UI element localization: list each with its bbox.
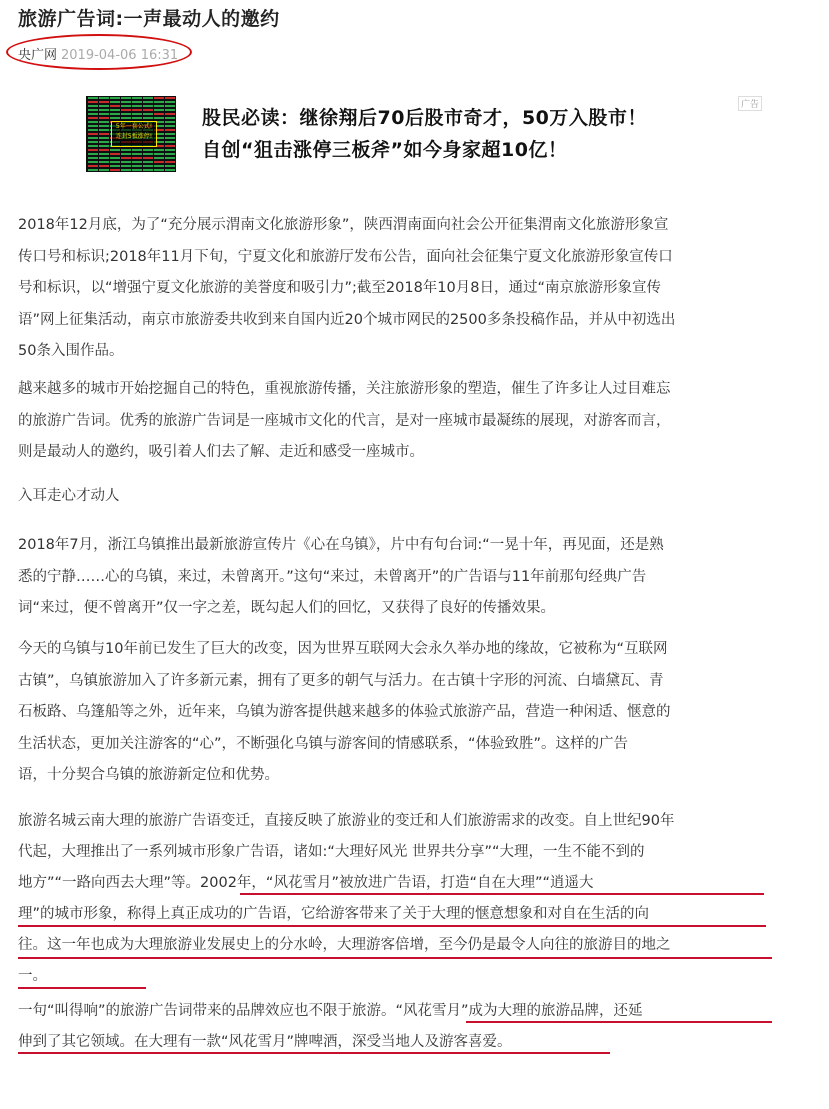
red-underline-annotation	[18, 925, 766, 927]
ad-image-stripe	[88, 133, 98, 135]
ad-image-stripe	[165, 109, 175, 111]
subheading-text: 入耳走心才动人	[18, 488, 120, 504]
ad-image-stripe	[165, 153, 175, 155]
paragraph-line: 2018年7月，浙江乌镇推出最新旅游宣传片《心在乌镇》，片中有句台词:“一晃十年，再见面，还是熟	[18, 537, 664, 553]
article-datetime: 2019-04-06 16:31	[61, 48, 179, 63]
ad-image-stripe	[99, 149, 109, 151]
paragraph-3	[18, 530, 664, 625]
ad-image-stripe	[143, 101, 153, 103]
ad-image-stripe	[165, 149, 175, 151]
ad-image-stripe	[110, 149, 120, 151]
ad-image-stripe	[154, 149, 164, 151]
paragraph-line: 旅游名城云南大理的旅游广告语变迁，直接反映了旅游业的变迁和人们旅游需求的改变。自上世纪90年	[18, 813, 675, 829]
ad-image-column	[88, 96, 98, 172]
ad-image-stripe	[99, 157, 109, 159]
paragraph-line: 号和标识，以“增强宁夏文化旅游的美誉度和吸引力”;截至2018年10月8日，通过“南京旅游形象宣传	[18, 280, 661, 296]
ad-image-stripe	[165, 161, 175, 163]
paragraph-4	[18, 634, 671, 792]
ad-image-stripe	[88, 113, 98, 115]
ad-image-stripe	[165, 133, 175, 135]
ad-image-stripe	[121, 149, 131, 151]
ad-image-stripe	[88, 169, 98, 171]
ad-image-stripe	[99, 101, 109, 103]
ad-image-stripe	[110, 105, 120, 107]
ad-image-stripe	[99, 129, 109, 131]
ad-image-stripe	[132, 169, 142, 171]
ad-image-stripe	[154, 113, 164, 115]
ad-image-stripe	[99, 113, 109, 115]
ad-image-stripe	[165, 97, 175, 99]
ad-image-stripe	[110, 117, 120, 119]
ad-banner[interactable]	[86, 96, 762, 172]
paragraph-line: 语，十分契合乌镇的旅游新定位和优势。	[18, 767, 279, 783]
paragraph-line: 50条入围作品。	[18, 343, 124, 359]
ad-image-stripe	[88, 101, 98, 103]
ad-image-stripe	[88, 145, 98, 147]
paragraph-line: 一。	[18, 968, 47, 984]
ad-image-stripe	[110, 101, 120, 103]
ad-image-stripe	[132, 101, 142, 103]
red-underline-annotation	[18, 1052, 610, 1054]
ad-image-stripe	[88, 125, 98, 127]
ad-image-stripe	[143, 169, 153, 171]
ad-image-stripe	[154, 105, 164, 107]
ad-image-stripe	[110, 113, 120, 115]
ad-image-stripe	[88, 141, 98, 143]
ad-image-stripe	[165, 125, 175, 127]
ad-image-stripe	[99, 121, 109, 123]
ad-image-stripe	[165, 105, 175, 107]
ad-image-stripe	[154, 169, 164, 171]
ad-headline[interactable]	[202, 102, 647, 166]
ad-image-stripe	[132, 153, 142, 155]
ad-image-stripe	[143, 157, 153, 159]
ad-image-stripe	[110, 157, 120, 159]
ad-image-stripe	[121, 165, 131, 167]
ad-image-stripe	[121, 153, 131, 155]
red-circle-annotation	[6, 34, 192, 70]
paragraph-line: 悉的宁静……心的乌镇，来过，未曾离开。”这句“来过，未曾离开”的广告语与11年前那句经典广告	[18, 568, 647, 585]
ad-image-stripe	[121, 169, 131, 171]
ad-image-stripe	[143, 109, 153, 111]
ad-image-stripe	[88, 149, 98, 151]
paragraph-line: 往。这一年也成为大理旅游业发展史上的分水岭，大理游客倍增，至今仍是最令人向往的旅游目的地之	[18, 937, 671, 953]
red-underline-annotation	[240, 893, 764, 895]
ad-image-stripe	[132, 105, 142, 107]
ad-image-stripe	[143, 161, 153, 163]
ad-badge-line-2: 连封5板涨停!	[115, 133, 153, 140]
ad-stock-chart-image[interactable]	[86, 96, 176, 172]
ad-image-stripe	[143, 153, 153, 155]
ad-image-stripe	[165, 137, 175, 139]
ad-image-stripe	[165, 129, 175, 131]
ad-image-stripe	[110, 153, 120, 155]
article-source[interactable]: 央广网	[18, 48, 58, 63]
ad-image-stripe	[121, 157, 131, 159]
ad-image-stripe	[99, 97, 109, 99]
ad-image-stripe	[99, 145, 109, 147]
ad-image-stripe	[132, 97, 142, 99]
ad-image-stripe	[154, 101, 164, 103]
ad-image-stripe	[88, 153, 98, 155]
paragraph-5	[18, 806, 674, 992]
ad-image-stripe	[132, 157, 142, 159]
ad-image-stripe	[165, 157, 175, 159]
ad-image-stripe	[99, 169, 109, 171]
ad-image-stripe	[110, 165, 120, 167]
ad-headline-line-1[interactable]: 股民必读：继徐翔后70后股市奇才，50万入股市！	[202, 107, 647, 129]
ad-image-stripe	[88, 161, 98, 163]
ad-image-stripe	[154, 157, 164, 159]
ad-image-stripe	[121, 117, 131, 119]
ad-image-stripe	[88, 165, 98, 167]
ad-image-stripe	[132, 161, 142, 163]
ad-image-stripe	[88, 109, 98, 111]
ad-image-stripe	[88, 129, 98, 131]
ad-image-stripe	[99, 117, 109, 119]
ad-image-stripe	[165, 169, 175, 171]
ad-image-stripe	[99, 133, 109, 135]
ad-image-stripe	[132, 109, 142, 111]
ad-image-stripe	[88, 105, 98, 107]
paragraph-line: 生活状态，更加关注游客的“心”，不断强化乌镇与游客间的情感联系，“体验致胜”。这样的广告	[18, 735, 629, 752]
paragraph-line: 今天的乌镇与10年前已发生了巨大的改变，因为世界互联网大会永久举办地的缘故，它被称为“互联网	[18, 641, 668, 657]
ad-image-stripe	[99, 165, 109, 167]
ad-image-stripe	[99, 161, 109, 163]
ad-image-stripe	[143, 113, 153, 115]
paragraph-line: 的旅游广告词。优秀的旅游广告词是一座城市文化的代言，是对一座城市最凝练的展现，对游客而言，	[18, 412, 671, 429]
ad-image-stripe	[99, 137, 109, 139]
paragraph-line: 伸到了其它领域。在大理有一款“风花雪月”牌啤酒，深受当地人及游客喜爱。	[18, 1034, 512, 1050]
paragraph-line: 词“来过，便不曾离开”仅一字之差，既勾起人们的回忆，又获得了良好的传播效果。	[18, 600, 556, 616]
ad-image-stripe	[154, 161, 164, 163]
red-underline-annotation	[466, 1021, 772, 1023]
ad-image-stripe	[132, 117, 142, 119]
paragraph-2	[18, 374, 671, 469]
section-subheading	[18, 481, 120, 513]
paragraph-line: 理”的城市形象，称得上真正成功的广告语，它给游客带来了关于大理的惬意想象和对自在生活的向	[18, 906, 650, 922]
ad-headline-line-2[interactable]: 自创“狙击涨停三板斧”如今身家超10亿！	[202, 139, 568, 161]
ad-image-stripe	[110, 97, 120, 99]
paragraph-line: 则是最动人的邀约，吸引着人们去了解、走近和感受一座城市。	[18, 444, 424, 460]
paragraph-1	[18, 210, 675, 368]
ad-image-stripe	[121, 161, 131, 163]
ad-image-stripe	[165, 141, 175, 143]
ad-image-stripe	[88, 97, 98, 99]
ad-badge-line-1: 5年一套公式!	[115, 123, 153, 130]
ad-image-stripe	[143, 149, 153, 151]
ad-image-stripe	[99, 125, 109, 127]
ad-image-stripe	[165, 165, 175, 167]
ad-image-stripe	[154, 97, 164, 99]
ad-image-stripe	[99, 109, 109, 111]
red-underline-annotation	[18, 987, 146, 989]
article-title: 旅游广告词:一声最动人的邀约	[18, 8, 280, 30]
ad-image-stripe	[165, 145, 175, 147]
ad-image-column	[99, 96, 109, 172]
ad-image-stripe	[110, 161, 120, 163]
ad-image-stripe	[132, 113, 142, 115]
paragraph-line: 传口号和标识;2018年11月下旬，宁夏文化和旅游厅发布公告，面向社会征集宁夏文化旅游形象宣传口	[18, 248, 673, 265]
paragraph-line: 一句“叫得响”的旅游广告词带来的品牌效应也不限于旅游。“风花雪月”成为大理的旅游品牌，还延	[18, 1003, 643, 1019]
ad-image-stripe	[121, 97, 131, 99]
ad-image-stripe	[110, 109, 120, 111]
ad-image-stripe	[132, 165, 142, 167]
paragraph-line: 古镇”，乌镇旅游加入了许多新元素，拥有了更多的朝气与活力。在古镇十字形的河流、白墙黛瓦、青	[18, 672, 664, 689]
paragraph-line: 地方”“一路向西去大理”等。2002年，“风花雪月”被放进广告语，打造“自在大理”“逍遥大	[18, 875, 594, 891]
ad-image-stripe	[121, 105, 131, 107]
ad-image-stripe	[99, 141, 109, 143]
paragraph-line: 代起，大理推出了一系列城市形象广告语，诸如:“大理好风光 世界共分享”“大理，一生不能不到的	[18, 844, 645, 860]
ad-image-stripe	[99, 105, 109, 107]
ad-image-stripe	[132, 149, 142, 151]
ad-image-stripe	[154, 117, 164, 119]
ad-image-stripe	[165, 117, 175, 119]
red-underline-annotation	[18, 957, 772, 959]
ad-label: 广告	[738, 96, 762, 111]
paragraph-line: 石板路、乌篷船等之外，近年来，乌镇为游客提供越来越多的体验式旅游产品，营造一种闲适、惬意的	[18, 704, 671, 720]
ad-image-stripe	[143, 117, 153, 119]
ad-image-stripe	[143, 165, 153, 167]
ad-image-stripe	[88, 157, 98, 159]
ad-image-stripe	[143, 105, 153, 107]
ad-image-stripe	[165, 121, 175, 123]
ad-image-stripe	[99, 153, 109, 155]
ad-image-badge	[111, 121, 157, 147]
ad-image-stripe	[121, 113, 131, 115]
ad-image-stripe	[143, 97, 153, 99]
ad-image-column	[165, 96, 175, 172]
paragraph-line: 语”网上征集活动，南京市旅游委共收到来自国内近20个城市网民的2500多条投稿作品，并从中初选出	[18, 311, 676, 328]
ad-image-stripe	[121, 109, 131, 111]
ad-image-stripe	[154, 153, 164, 155]
ad-image-stripe	[165, 101, 175, 103]
paragraph-line: 越来越多的城市开始挖掘自己的特色，重视旅游传播，关注旅游形象的塑造，催生了许多让人过目难忘	[18, 381, 671, 397]
ad-image-stripe	[88, 121, 98, 123]
paragraph-6	[18, 996, 643, 1058]
ad-image-stripe	[154, 109, 164, 111]
paragraph-line: 2018年12月底，为了“充分展示渭南文化旅游形象”，陕西渭南面向社会公开征集渭南文化旅游形象宣	[18, 217, 669, 233]
ad-image-stripe	[121, 101, 131, 103]
ad-image-stripe	[154, 165, 164, 167]
ad-image-stripe	[165, 113, 175, 115]
ad-image-stripe	[110, 169, 120, 171]
ad-image-stripe	[88, 137, 98, 139]
ad-image-stripe	[88, 117, 98, 119]
